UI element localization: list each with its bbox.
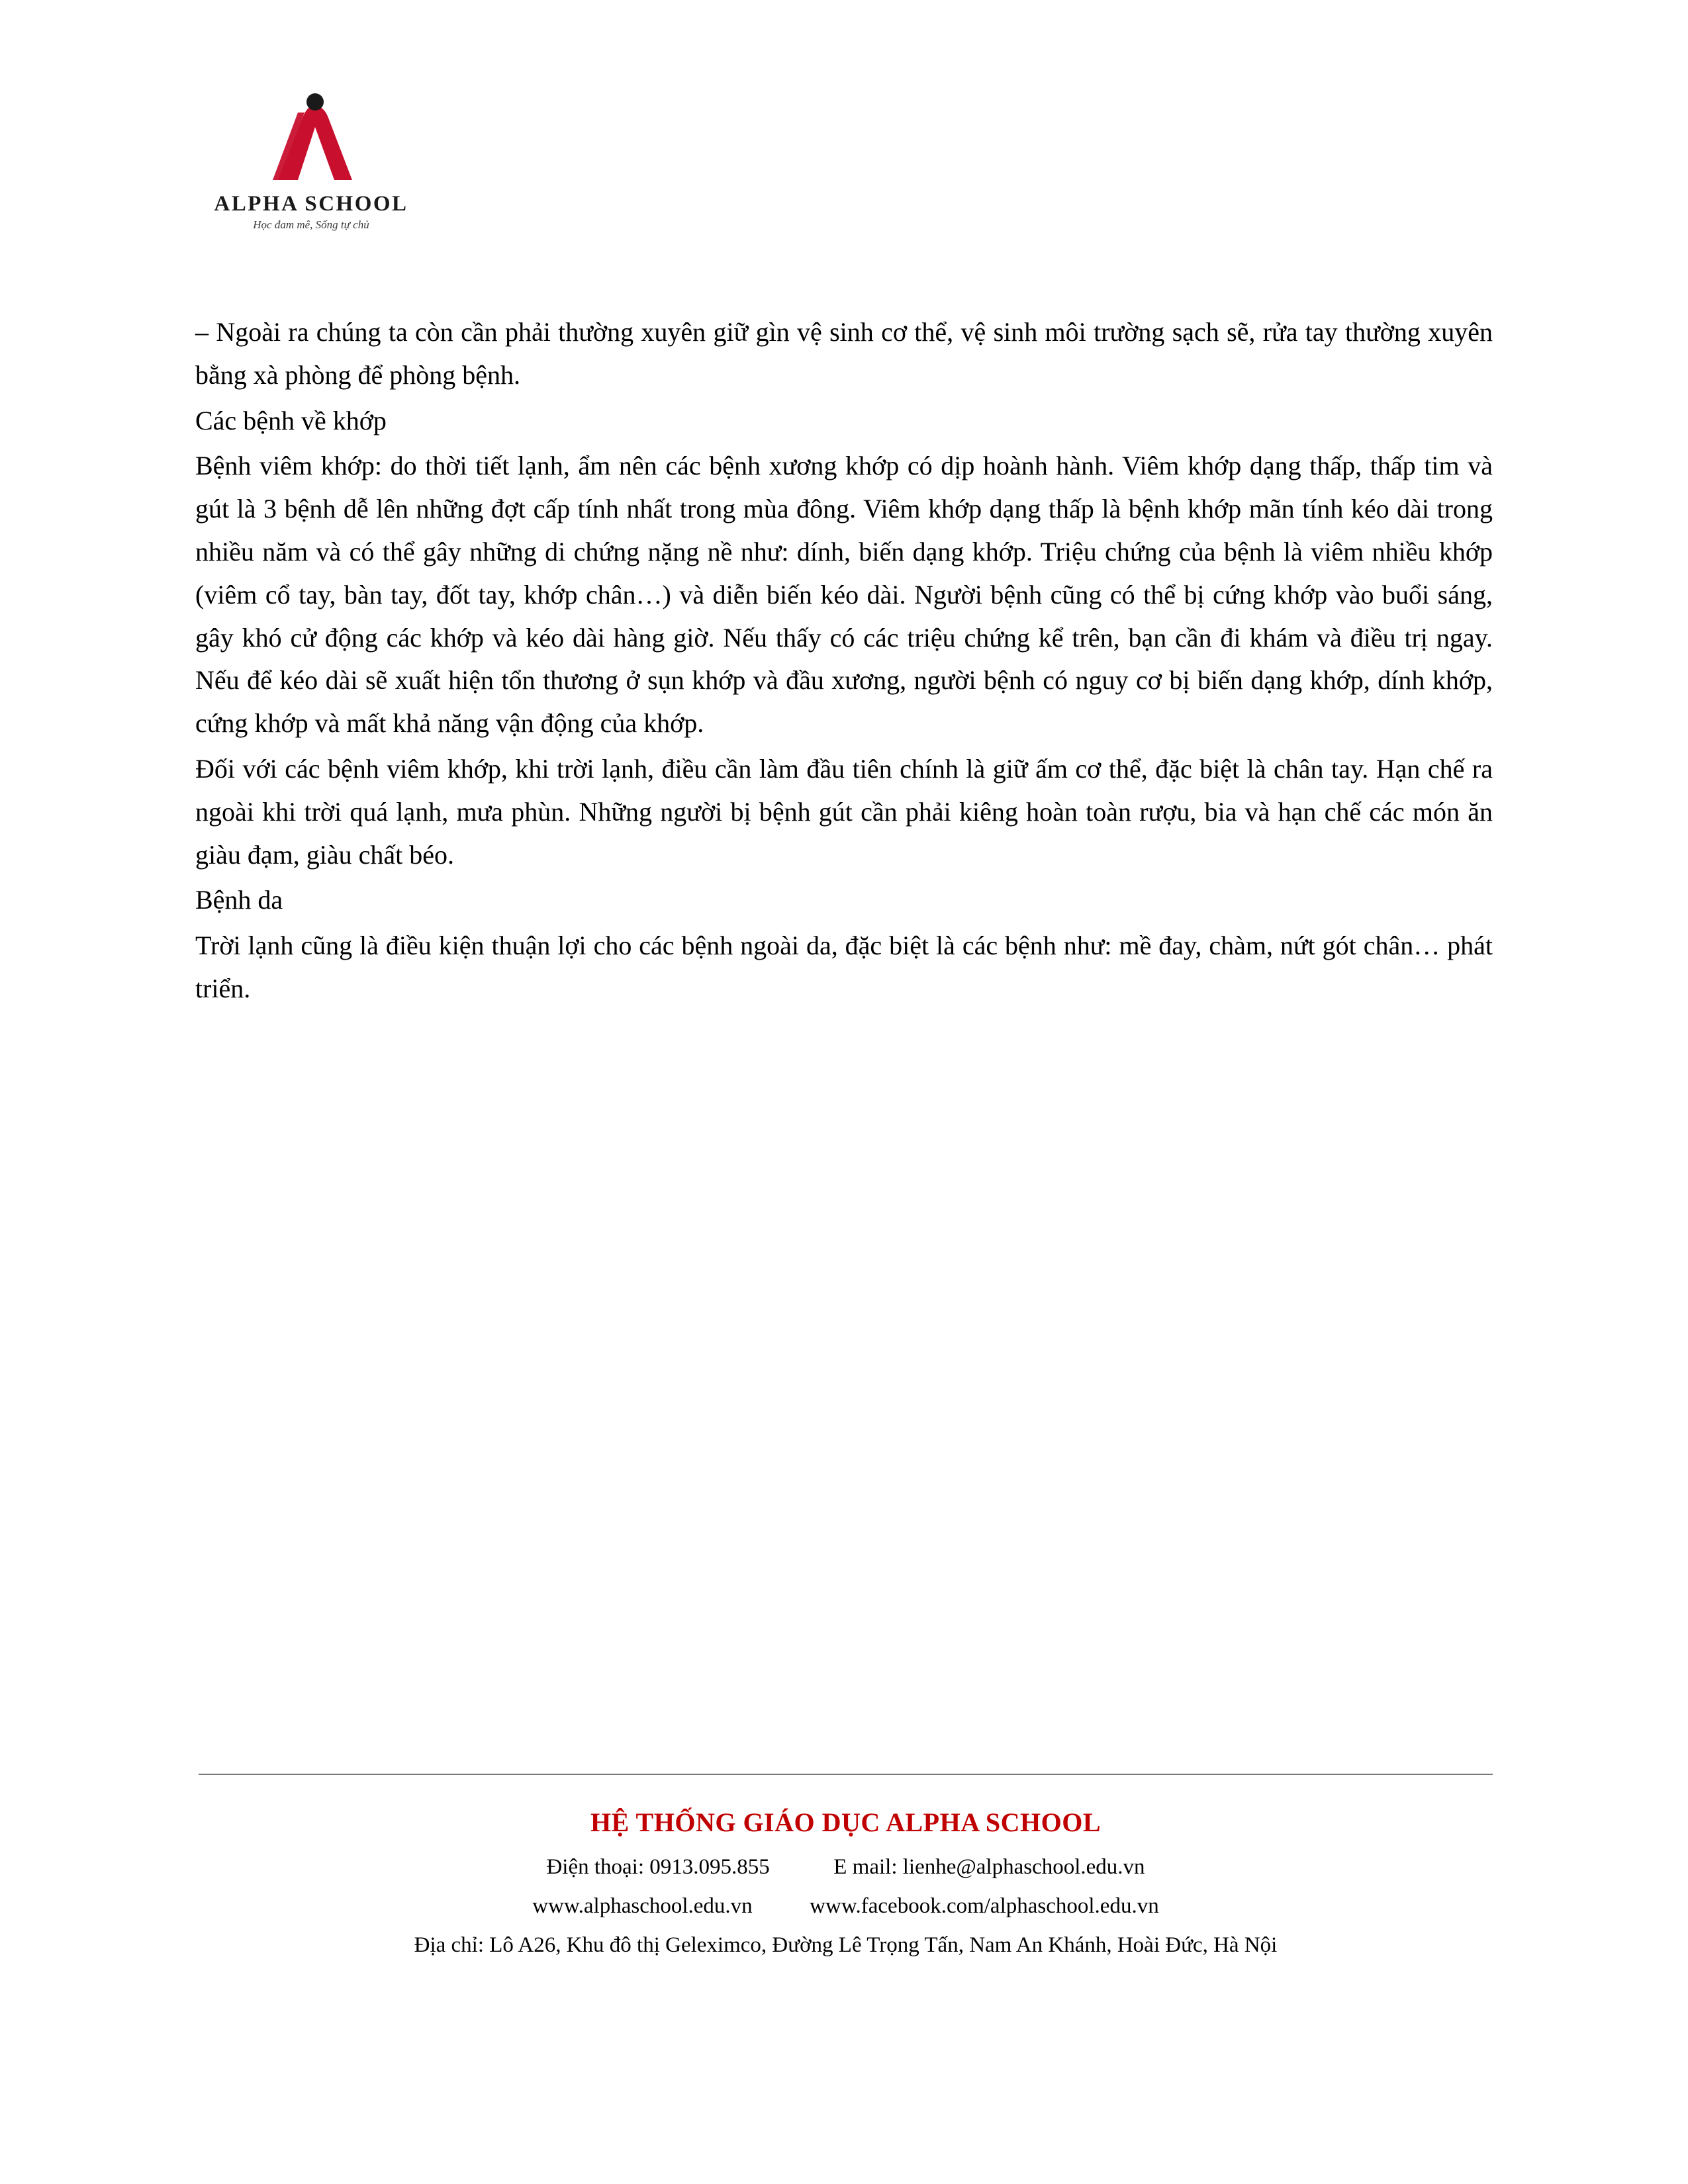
paragraph: Bệnh viêm khớp: do thời tiết lạnh, ẩm nên các bệnh xương khớp có dịp hoành hành. Viêm khớp dạng thấp, thấp tim và gút là 3 bệnh dễ lên những đợt cấp tính nhất trong mùa đông. Viêm khớp dạng thấp là bệnh khớp mãn tính kéo dài trong nhiều năm và có thể gây những di chứng nặng nề như: dính, biến dạng khớp. Triệu chứng của bệnh là viêm nhiều khớp (viêm cổ tay, bàn tay, đốt tay, khớp chân…) và diễn biến kéo dài. Người bệnh cũng có thể bị cứng khớp vào buổi sáng, gây khó cử động các khớp và kéo dài hàng giờ. Nếu thấy có các triệu chứng kể trên, bạn cần đi khám và điều trị ngay. Nếu để kéo dài sẽ xuất hiện tổn thương ở sụn khớp và đầu xương, người bệnh có nguy cơ bị biến dạng khớp, dính khớp, cứng khớp và mất khả năng vận động của khớp. (195, 451, 1493, 739)
footer-facebook-link[interactable]: www.facebook.com/alphaschool.edu.vn (810, 1894, 1159, 1918)
alpha-a-icon (199, 93, 424, 185)
logo-tagline: Học đam mê, Sống tự chủ (253, 218, 369, 231)
footer-divider (199, 1774, 1493, 1775)
footer-title: HỆ THỐNG GIÁO DỤC ALPHA SCHOOL (590, 1807, 1102, 1837)
footer-web-row (195, 1894, 1496, 1919)
logo-mark (199, 93, 424, 185)
paragraph: Trời lạnh cũng là điều kiện thuận lợi cho các bệnh ngoài da, đặc biệt là các bệnh như: mề đay, chàm, nứt gót chân… phát triển. (195, 931, 1493, 1003)
footer-contact-row (195, 1855, 1496, 1880)
document-body (195, 311, 1493, 1013)
logo-wordmark: ALPHA SCHOOL (214, 192, 408, 216)
paragraph: Đối với các bệnh viêm khớp, khi trời lạnh, điều cần làm đầu tiên chính là giữ ấm cơ thể, đặc biệt là chân tay. Hạn chế ra ngoài khi trời quá lạnh, mưa phùn. Những người bị bệnh gút cần phải kiêng hoàn toàn rượu, bia và hạn chế các món ăn giàu đạm, giàu chất béo. (195, 753, 1493, 870)
footer-phone: Điện thoại: 0913.095.855 (546, 1855, 770, 1879)
section-heading-skin: Bệnh da (195, 885, 283, 915)
alpha-school-logo (199, 93, 424, 235)
section-heading-joints: Các bệnh về khớp (195, 405, 387, 435)
footer-email: E mail: lienhe@alphaschool.edu.vn (833, 1855, 1145, 1879)
footer-address: Địa chỉ: Lô A26, Khu đô thị Geleximco, Đường Lê Trọng Tấn, Nam An Khánh, Hoài Đức, Hà Nội (414, 1933, 1278, 1957)
page-footer (195, 1807, 1496, 1958)
footer-website-link[interactable]: www.alphaschool.edu.vn (532, 1894, 753, 1918)
paragraph: – Ngoài ra chúng ta còn cần phải thường xuyên giữ gìn vệ sinh cơ thể, vệ sinh môi trường sạch sẽ, rửa tay thường xuyên bằng xà phòng để phòng bệnh. (195, 317, 1493, 390)
